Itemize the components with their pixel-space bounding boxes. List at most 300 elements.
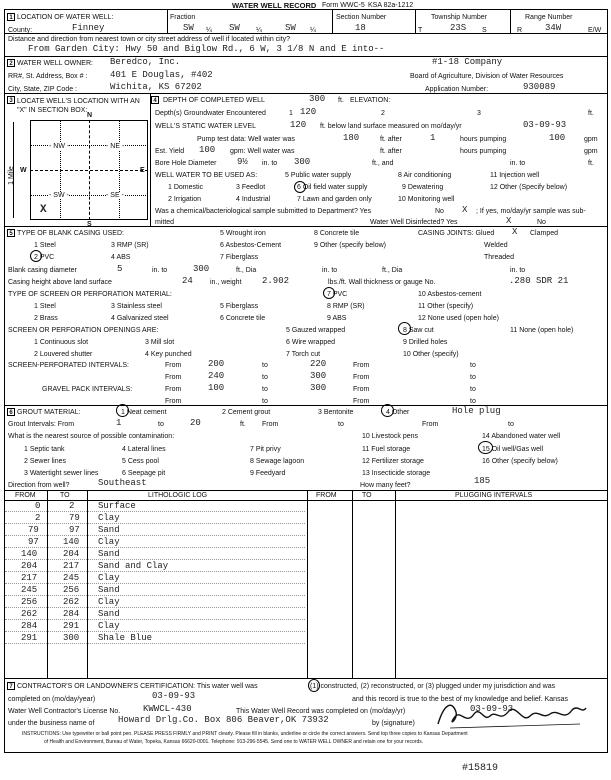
s6-label: GROUT MATERIAL: xyxy=(17,409,81,416)
address-label: RR#, St. Address, Box # : xyxy=(8,73,88,80)
yield-value: 100 xyxy=(199,145,216,155)
casing-8: 8 Concrete tile xyxy=(314,230,360,237)
use-8: 8 Air conditioning xyxy=(398,172,452,179)
ksa-ref: KSA 82a-1212 xyxy=(368,2,414,9)
log-to: 2 xyxy=(69,501,75,511)
casing-2-circle xyxy=(30,250,42,262)
yield-gpm: gpm: Well water was xyxy=(230,148,295,155)
threaded: Threaded xyxy=(484,254,514,261)
log-from: 217 xyxy=(21,573,38,583)
instructions-1: INSTRUCTIONS: Use typewriter or ball point pen. PLEASE PRESS FIRMLY and PRINT clearly. Please fill in blanks, underline or circle the correct answers. Send top three copies to Kansas Department xyxy=(22,731,468,737)
feet-value: 185 xyxy=(474,476,491,486)
section-number-value: 18 xyxy=(355,23,366,33)
log-desc: Clay xyxy=(98,537,120,547)
quarter-line xyxy=(30,195,148,196)
perf-from-1: From xyxy=(165,362,182,369)
bore-in-to: in. to xyxy=(262,160,278,167)
chem-rest: ; If yes, mo/day/yr sample was sub- xyxy=(476,208,586,215)
bore-label: Bore Hole Diameter xyxy=(155,160,217,167)
range-r: R xyxy=(517,27,523,34)
contam-4: 4 Lateral lines xyxy=(122,446,166,453)
hours-pumping: hours pumping xyxy=(460,136,507,143)
direction-label: Direction from well? xyxy=(8,482,70,489)
gw-1: 1 xyxy=(289,110,293,117)
screen-4: 4 Galvanized steel xyxy=(111,315,169,322)
log-from: 97 xyxy=(28,537,39,547)
signature xyxy=(430,696,590,732)
casing-5: 5 Wrought iron xyxy=(220,230,266,237)
directions-label: Distance and direction from nearest town or city street address of well if located within city? xyxy=(8,36,291,43)
log-desc: Sand and Clay xyxy=(98,561,169,571)
contam-16: 16 Other (specify below) xyxy=(482,458,558,465)
section-3-box: 3 xyxy=(7,96,15,104)
contam-15: 15 Oil well/Gas well xyxy=(482,446,544,453)
opening-11: 11 None (open hole) xyxy=(510,327,574,334)
contam-10: 10 Livestock pens xyxy=(362,433,419,440)
yield-after: ft. after xyxy=(380,148,402,155)
use-6-circle xyxy=(294,181,306,193)
s3-label: LOCATE WELL'S LOCATION WITH AN "X" IN SECTION BOX: xyxy=(17,98,140,114)
contam-7: 7 Pit privy xyxy=(250,446,281,453)
table-row xyxy=(5,597,305,608)
table-row xyxy=(5,609,305,620)
grout-4: 4 Other xyxy=(386,409,410,416)
log-from: 284 xyxy=(21,621,38,631)
direction-value: Southeast xyxy=(98,478,147,488)
log-from: 204 xyxy=(21,561,38,571)
pump-gpm-value: 100 xyxy=(549,133,566,143)
section-2-box: 2 xyxy=(7,59,15,67)
grout-to: 20 xyxy=(190,418,201,428)
west-label: W xyxy=(20,167,27,174)
log-to: 284 xyxy=(63,609,80,619)
license-label: Water Well Contractor's License No. xyxy=(8,708,121,715)
bore-ft: ft. xyxy=(588,160,594,167)
section-7-box: 7 xyxy=(7,682,15,690)
perf-from-2b: From xyxy=(353,374,370,381)
record-label: This Water Well Record was completed on (mo/day/yr) xyxy=(236,708,406,715)
diam-to-value: 300 xyxy=(193,264,210,274)
contam-8: 8 Sewage lagoon xyxy=(250,458,305,465)
screen-12: 12 None used (open hole) xyxy=(418,315,499,322)
gravel-from-2: From xyxy=(165,398,182,405)
yield-label: Est. Yield xyxy=(155,148,185,155)
use-label: WELL WATER TO BE USED AS: xyxy=(155,172,258,179)
log-from: 262 xyxy=(21,609,38,619)
gravel-to-2b: to xyxy=(470,398,476,405)
diam-in-to: in. to xyxy=(152,267,168,274)
perf-to-1b: to xyxy=(470,362,476,369)
screen-3: 3 Stainless steel xyxy=(111,303,162,310)
completed-label: completed on (mo/day/year) xyxy=(8,696,96,703)
yield-hours-pumping: hours pumping xyxy=(460,148,507,155)
form-number: Form WWC-5 xyxy=(322,2,365,9)
use-11: 11 Injection well xyxy=(490,172,540,179)
record-date: 03-09-93 xyxy=(470,704,514,714)
sw-label: - SW - xyxy=(49,192,69,199)
contam-12: 12 Fertilizer storage xyxy=(362,458,424,465)
contam-1: 1 Septic tank xyxy=(24,446,65,453)
log-desc: Clay xyxy=(98,573,120,583)
diam-ft-2: ft., Dia xyxy=(382,267,403,274)
static-label: WELL'S STATIC WATER LEVEL xyxy=(155,123,257,130)
opening-4: 4 Key punched xyxy=(145,351,192,358)
gravel-to-value: 300 xyxy=(310,383,327,393)
pump-hours: 1 xyxy=(430,133,436,143)
height-label: Casing height above land surface xyxy=(8,279,112,286)
grout-from: 1 xyxy=(116,418,122,428)
casing-6: 6 Asbestos-Cement xyxy=(220,242,282,249)
perf-2-from: 240 xyxy=(208,371,225,381)
grout-intervals-label: Grout Intervals: From xyxy=(8,421,75,428)
township-s: S xyxy=(482,27,487,34)
use-5: 5 Public water supply xyxy=(285,172,352,179)
opening-2: 2 Louvered shutter xyxy=(34,351,93,358)
table-row xyxy=(5,633,305,644)
gravel-to-2: to xyxy=(262,398,268,405)
casing-7: 7 Fiberglass xyxy=(220,254,259,261)
contam-3: 3 Watertight sewer lines xyxy=(24,470,99,477)
nw-label: - NW - xyxy=(49,143,70,150)
log-desc: Clay xyxy=(98,621,120,631)
perf-1-from: 200 xyxy=(208,359,225,369)
static-desc: ft. below land surface measured on mo/day/yr xyxy=(320,123,462,130)
county-value: Finney xyxy=(72,23,105,33)
address-value: 401 E Douglas, #402 xyxy=(110,70,213,80)
owner-value: Beredco, Inc. xyxy=(110,57,181,67)
township-label: Township Number xyxy=(431,14,488,21)
depth-value: 300 xyxy=(309,94,326,104)
casing-1: 1 Steel xyxy=(34,242,56,249)
log-desc: Shale Blue xyxy=(98,633,153,643)
gravel-label: GRAVEL PACK INTERVALS: xyxy=(42,386,133,393)
screen-7-circle xyxy=(323,287,335,299)
perf-to-2: to xyxy=(262,374,268,381)
contam-9: 9 Feedyard xyxy=(250,470,286,477)
height-value: 24 xyxy=(182,276,193,286)
casing-2: 2 PVC xyxy=(34,254,55,261)
gravel-to: to xyxy=(262,386,268,393)
screen-5: 5 Fiberglass xyxy=(220,303,259,310)
opening-7: 7 Torch cut xyxy=(286,351,321,358)
diam-ft: ft., Dia xyxy=(236,267,257,274)
contam-13: 13 Insecticide storage xyxy=(362,470,431,477)
log-litho-header: LITHOLOGIC LOG xyxy=(148,492,208,499)
contam-14: 14 Abandoned water well xyxy=(482,433,561,440)
application-value: 930089 xyxy=(523,82,556,92)
clamped: Clamped xyxy=(530,230,559,237)
screen-9: 9 ABS xyxy=(327,315,347,322)
log-desc: Sand xyxy=(98,525,120,535)
feet-label: How many feet? xyxy=(360,482,411,489)
constructed-circle xyxy=(308,679,320,692)
joints-label: CASING JOINTS: Glued xyxy=(418,230,495,237)
depth-unit: ft. xyxy=(338,97,344,104)
welded: Welded xyxy=(484,242,508,249)
use-3: 3 Feedlot xyxy=(236,184,266,191)
log-from: 0 xyxy=(35,501,41,511)
wall-value: .280 SDR 21 xyxy=(509,276,569,286)
log-from-header: FROM xyxy=(15,492,36,499)
contam-6: 6 Seepage pit xyxy=(122,470,166,477)
screen-label: TYPE OF SCREEN OR PERFORATION MATERIAL: xyxy=(8,291,172,298)
log-desc: Sand xyxy=(98,609,120,619)
fraction-q3: SW xyxy=(285,23,296,33)
business-value: Howard Drlg.Co. Box 806 Beaver,OK 73932 xyxy=(118,715,329,725)
s7-label: CONTRACTOR'S OR LANDOWNER'S CERTIFICATION: This water well was xyxy=(17,683,258,690)
s7-options: (1) constructed, (2) reconstructed, or (3) plugged under my jurisdiction and was xyxy=(310,683,556,690)
s2-label: WATER WELL OWNER: xyxy=(17,60,93,67)
diam-value: 5 xyxy=(117,264,123,274)
s1-label: LOCATION OF WATER WELL: xyxy=(17,14,114,21)
disinfected: Water Well Disinfected? Yes xyxy=(370,219,458,226)
opening-1: 1 Continuous slot xyxy=(34,339,89,346)
log-to: 291 xyxy=(63,621,80,631)
casing-9: 9 Other (specify below) xyxy=(314,242,386,249)
depth-label: DEPTH OF COMPLETED WELL xyxy=(163,97,265,104)
log-from: 256 xyxy=(21,597,38,607)
quarter-symbol: ¼ xyxy=(256,27,262,34)
pump-label: Pump test data: Well water was xyxy=(197,136,295,143)
east-label: E xyxy=(140,167,145,174)
grout-2: 2 Cement grout xyxy=(222,409,271,416)
grout-3: 3 Bentonite xyxy=(318,409,354,416)
fraction-label: Fraction xyxy=(170,14,196,21)
log-to: 79 xyxy=(69,513,80,523)
chem-no: No xyxy=(435,208,444,215)
opening-6: 6 Wire wrapped xyxy=(286,339,336,346)
city-value: Wichita, KS 67202 xyxy=(110,82,202,92)
quarter-line xyxy=(60,120,61,220)
diam-in-to-2: in. to xyxy=(322,267,338,274)
grout-from-2: From xyxy=(262,421,279,428)
range-label: Range Number xyxy=(525,14,573,21)
city-label: City, State, ZIP Code : xyxy=(8,86,77,93)
quarter-symbol: ¼ xyxy=(310,27,316,34)
grout-4-circle xyxy=(381,404,394,417)
screen-7: 7 PVC xyxy=(327,291,348,298)
gpm-unit: gpm xyxy=(584,136,598,143)
quarter-line xyxy=(119,120,120,220)
contam-2: 2 Sewer lines xyxy=(24,458,67,465)
opening-9: 9 Drilled holes xyxy=(403,339,448,346)
s5-label: TYPE OF BLANK CASING USED: xyxy=(17,230,124,237)
openings-label: SCREEN OR PERFORATION OPENINGS ARE: xyxy=(8,327,159,334)
log-desc: Sand xyxy=(98,549,120,559)
disinfected-no: No xyxy=(537,219,546,226)
grout-1-circle xyxy=(116,404,129,417)
table-row xyxy=(5,537,305,548)
grout-to-3: to xyxy=(508,421,514,428)
wall-label: lbs./ft. Wall thickness or gauge No. xyxy=(328,279,436,286)
table-row xyxy=(5,525,305,536)
range-ew: E/W xyxy=(588,27,602,34)
gw-ft: ft. xyxy=(588,110,594,117)
pump-after: ft. after xyxy=(380,136,402,143)
grout-ft: ft. xyxy=(240,421,246,428)
screen-10: 10 Asbestos-cement xyxy=(418,291,482,298)
application-label: Application Number: xyxy=(425,86,489,93)
section-box-v xyxy=(89,120,90,220)
screen-2: 2 Brass xyxy=(34,315,58,322)
log-to: 256 xyxy=(63,585,80,595)
ne-label: - NE - xyxy=(106,143,125,150)
opening-8-circle xyxy=(398,322,411,335)
log-from-header-2: FROM xyxy=(316,492,337,499)
use-6: 6 Oil field water supply xyxy=(297,184,368,191)
log-desc: Surface xyxy=(98,501,136,511)
opening-10: 10 Other (specify) xyxy=(403,351,459,358)
use-4: 4 Industrial xyxy=(236,196,271,203)
directions-value: From Garden City: Hwy 50 and Biglow Rd., 6 W, 3 1/8 N and E into-- xyxy=(28,44,385,54)
county-label: County: xyxy=(8,27,33,34)
screen-8: 8 RMP (SR) xyxy=(327,303,365,310)
perf-2-to: 300 xyxy=(310,371,327,381)
gw-1-value: 120 xyxy=(300,107,317,117)
perf-from-1b: From xyxy=(353,362,370,369)
contam-label: What is the nearest source of possible contamination: xyxy=(8,433,175,440)
screen-6: 6 Concrete tile xyxy=(220,315,266,322)
north-label: N xyxy=(87,112,93,119)
instructions-2: of Health and Environment, Bureau of Water, Topeka, Kansas 66620-0001. Telephone: 913-296-5545. Send one to WATER WELL OWNER and retain one for your records. xyxy=(44,739,424,745)
perf-to-1: to xyxy=(262,362,268,369)
log-desc: Clay xyxy=(98,513,120,523)
bore-in-to-2: in. to xyxy=(510,160,526,167)
grout-from-3: From xyxy=(422,421,439,428)
log-plug-header: PLUGGING INTERVALS xyxy=(455,492,533,499)
document-number: #15819 xyxy=(462,763,499,774)
log-to: 140 xyxy=(63,537,80,547)
use-7: 7 Lawn and garden only xyxy=(297,196,372,203)
perf-1-to: 220 xyxy=(310,359,327,369)
log-to: 245 xyxy=(63,573,80,583)
log-to: 262 xyxy=(63,597,80,607)
screen-11: 11 Other (specify) xyxy=(418,303,474,310)
use-9: 9 Dewatering xyxy=(402,184,444,191)
bore-and: ft., and xyxy=(372,160,394,167)
mitted: mitted xyxy=(155,219,175,226)
screen-1: 1 Steel xyxy=(34,303,56,310)
license-value: KWWCL-430 xyxy=(143,704,192,714)
contam-11: 11 Fuel storage xyxy=(362,446,411,453)
section-5-box: 5 xyxy=(7,229,15,237)
gravel-from-b: From xyxy=(353,386,370,393)
use-10: 10 Monitoring well xyxy=(398,196,455,203)
groundwater-label: Depth(s) Groundwater Encountered xyxy=(155,110,266,117)
township-t: T xyxy=(418,27,423,34)
log-from: 140 xyxy=(21,549,38,559)
contam-5: 5 Cess pool xyxy=(122,458,159,465)
section-4-box: 4 xyxy=(151,96,159,104)
gravel-from: From xyxy=(165,386,182,393)
opening-5: 5 Gauzed wrapped xyxy=(286,327,346,334)
use-1: 1 Domestic xyxy=(168,184,204,191)
table-row xyxy=(5,501,305,512)
log-from: 245 xyxy=(21,585,38,595)
perf-from-2: From xyxy=(165,374,182,381)
log-to: 217 xyxy=(63,561,80,571)
section-6-box: 6 xyxy=(7,408,15,416)
well-name: #1-18 Company xyxy=(432,57,503,67)
yield-gpm-unit: gpm xyxy=(584,148,598,155)
gravel-from-value: 100 xyxy=(208,383,225,393)
log-from: 79 xyxy=(28,525,39,535)
true-statement: and this record is true to the best of my knowledge and belief. Kansas xyxy=(352,696,568,703)
log-desc: Sand xyxy=(98,585,120,595)
static-date: 03-09-93 xyxy=(523,120,567,130)
chem-x: X xyxy=(462,205,468,215)
grout-4-value: Hole plug xyxy=(452,406,501,416)
by-signature: by (signature) xyxy=(372,720,415,727)
fraction-q2: SW xyxy=(229,23,240,33)
weight-value: 2.902 xyxy=(262,276,290,286)
use-2: 2 Irrigation xyxy=(168,196,202,203)
table-row xyxy=(5,621,305,632)
gravel-from-2b: From xyxy=(353,398,370,405)
elevation-label: ELEVATION: xyxy=(350,97,391,104)
diam-label: Blank casing diameter xyxy=(8,267,77,274)
bore-value: 9½ xyxy=(237,157,248,167)
casing-3: 3 RMP (SR) xyxy=(111,242,149,249)
log-from: 2 xyxy=(35,513,41,523)
fraction-q1: SW xyxy=(183,23,194,33)
log-to-header: TO xyxy=(60,492,70,499)
disinfected-x: X xyxy=(506,216,512,226)
weight-label: in., weight xyxy=(210,279,242,286)
use-12: 12 Other (Specify below) xyxy=(490,184,568,191)
township-value: 23S xyxy=(450,23,467,33)
se-label: - SE - xyxy=(106,192,124,199)
quarter-line xyxy=(30,145,148,146)
contam-15-circle xyxy=(478,441,493,454)
log-to: 204 xyxy=(63,549,80,559)
static-value: 120 xyxy=(290,120,307,130)
opening-8: 8 Saw cut xyxy=(403,327,434,334)
pump-value: 180 xyxy=(343,133,360,143)
gw-2: 2 xyxy=(381,110,385,117)
casing-4: 4 ABS xyxy=(111,254,131,261)
table-row xyxy=(5,549,305,560)
range-value: 34W xyxy=(545,23,562,33)
joints-x: X xyxy=(512,227,518,237)
table-row xyxy=(5,513,305,524)
section-number-label: Section Number xyxy=(336,14,387,21)
grout-1: 1 Neat cement xyxy=(121,409,167,416)
mile-label: 1 Mile xyxy=(7,166,15,185)
log-to: 300 xyxy=(63,633,80,643)
opening-3: 3 Mill slot xyxy=(145,339,175,346)
log-desc: Clay xyxy=(98,597,120,607)
diam-in-to-3: in. to xyxy=(510,267,526,274)
well-location-x: X xyxy=(40,204,47,216)
table-row xyxy=(5,573,305,584)
log-to-header-2: TO xyxy=(362,492,372,499)
bore-to-value: 300 xyxy=(294,157,311,167)
form-title: WATER WELL RECORD xyxy=(232,1,317,10)
chem-question: Was a chemical/bacteriological sample submitted to Department? Yes xyxy=(155,208,372,215)
grout-to-2: to xyxy=(338,421,344,428)
table-row xyxy=(5,585,305,596)
south-label: S xyxy=(87,221,92,228)
board-label: Board of Agriculture, Division of Water Resources xyxy=(410,73,564,80)
grout-ft-to: to xyxy=(158,421,164,428)
business-label: under the business name of xyxy=(8,720,95,727)
perf-to-2b: to xyxy=(470,374,476,381)
log-from: 291 xyxy=(21,633,38,643)
log-to: 97 xyxy=(69,525,80,535)
perf-label: SCREEN-PERFORATED INTERVALS: xyxy=(8,362,129,369)
gravel-to-b: to xyxy=(470,386,476,393)
